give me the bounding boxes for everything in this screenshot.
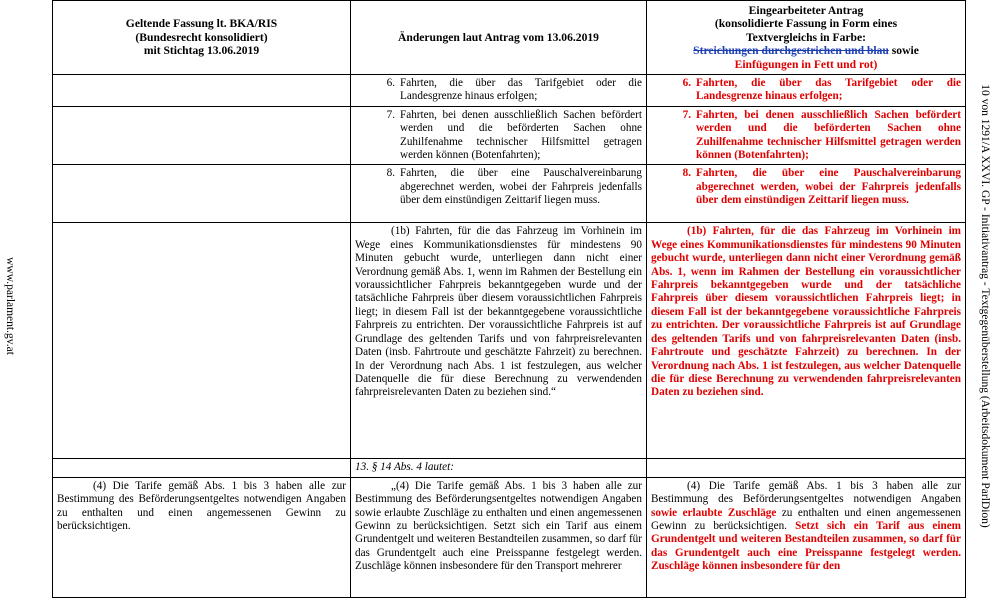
header-col1-line1: Geltende Fassung lt. BKA/RIS (125, 17, 278, 31)
item-6-text-red: Fahrten, die über das Tarifgebiet oder die Landesgrenze hinaus erfolgen; (696, 77, 961, 103)
item-row-8 (53, 165, 966, 223)
header-col3-line2: (konsolidierte Fassung in Form eines (714, 17, 898, 31)
para-4-current-text: (4) Die Tarife gemäß Abs. 1 bis 3 haben alle zur Bestimmung des Beförderungsentgeltes notwendigen Angaben zu enthalten und einen angemessenen Gewinn zu berücksichtigen. (57, 479, 346, 533)
item-8-num: 8. (386, 167, 395, 180)
item-7-num: 7. (386, 108, 395, 121)
header-consolidated (647, 1, 966, 75)
para-1b-text-red: (1b) Fahrten, für die das Fahrzeug im Vorhinein im Wege eines Kommunikationsdienstes für mindestens 90 Minuten gebucht wurde, unterliegen dann nicht einer Verordnung gemäß Abs. 1, wenn im Rahmen der Bestellung ein voraussichtlicher Fahrpreis bekanntgegeben wurde und der tatsächliche Fahrpreis über diesem voraussichtlichen Fahrpreis liegt; in diesem Fall ist der bekanntgegebene voraussichtliche Fahrpreis zu entrichten. Der voraussichtliche Fahrpreis ist auf Grundlage des geltenden Tarifs und von fahrpreisrelevanten Daten (insb. Fahrtroute und geschätzte Fahrzeit) zu berechnen. In der Verordnung nach Abs. 1 ist festzulegen, aus welcher Datenquelle die für diese Berechnung zu verwendenden fahrpreisrelevanten Daten zu beziehen sind. (651, 225, 961, 399)
para-1b-changes (351, 223, 647, 459)
para-4-c3-c: zu enthalten und einen angemessenen Gewinn zu berücksichtigen. (651, 506, 961, 533)
legend-sowie: sowie (888, 44, 919, 58)
header-col1-line3: mit Stichtag 13.06.2019 (143, 44, 260, 58)
para-4-current (53, 477, 351, 597)
item-7-text-red: Fahrten, bei denen ausschließlich Sachen befördert werden und die beförderten Sachen ohne Zuhilfenahme technischer Hilfsmittel getragen werden können (Botenfahrten); (696, 108, 961, 162)
item-8-text: Fahrten, die über eine Pauschalvereinbarung abgerechnet werden, wobei der Fahrpreis jedenfalls über dem einstündigen Zeittarif liegen muss. (400, 167, 642, 207)
item-8-consolidated (647, 165, 966, 223)
header-col1-line2: (Bundesrecht konsolidiert) (135, 30, 268, 44)
item-6-consolidated (647, 75, 966, 107)
para-1b-row (53, 223, 966, 459)
item-7-changes (351, 106, 647, 165)
item-6-text: Fahrten, die über das Tarifgebiet oder die Landesgrenze hinaus erfolgen; (400, 77, 642, 103)
legend-strike: Streichungen durchgestrichen und blau (693, 44, 889, 58)
item-7-text: Fahrten, bei denen ausschließlich Sachen befördert werden und die beförderten Sachen ohne Zuhilfenahme technischer Hilfsmittel getragen werden können (Botenfahrten); (400, 108, 642, 162)
para-4-changes (351, 477, 647, 597)
header-col3-line3: Textvergleichs in Farbe: (746, 30, 866, 44)
para-1b-text: (1b) Fahrten, für die das Fahrzeug im Vorhinein im Wege eines Kommunikationsdienstes für mindestens 90 Minuten gebucht wurde, unterliegen dann nicht einer Verordnung gemäß Abs. 1, wenn im Rahmen der Bestellung ein voraussichtlicher Fahrpreis bekanntgegeben wurde und der tatsächliche Fahrpreis über diesem voraussichtlichen Fahrpreis liegt; in diesem Fall ist der bekanntgegebene voraussichtliche Fahrpreis zu entrichten. Der voraussichtliche Fahrpreis ist auf Grundlage des geltenden Tarifs und von fahrpreisrelevanten Daten (insb. Fahrtroute und geschätzte Fahrzeit) zu berechnen. In der Verordnung nach Abs. 1 ist festzulegen, aus welcher Datenquelle die für diese Berechnung zu verwendenden fahrpreisrelevanten Daten zu beziehen sind.“ (355, 225, 642, 399)
section-note-row (53, 459, 966, 477)
para-1b-consolidated (647, 223, 966, 459)
comparison-table (52, 0, 966, 598)
legend-insert: Einfügungen in Fett und rot) (734, 57, 878, 71)
item-row-6 (53, 75, 966, 107)
header-changes: Änderungen laut Antrag vom 13.06.2019 (351, 1, 647, 75)
side-url: www.parlament.gv.at (4, 257, 16, 355)
item-6-num-red: 6. (682, 77, 691, 89)
item-6-changes (351, 75, 647, 107)
header-col3-line1: Eingearbeiteter Antrag (748, 3, 864, 17)
header-current-version (53, 1, 351, 75)
item-7-num-red: 7. (682, 108, 691, 121)
item-7-consolidated (647, 106, 966, 165)
item-row-7 (53, 106, 966, 165)
item-8-num-red: 8. (682, 167, 691, 180)
para-4-row (53, 477, 966, 597)
side-footer: 10 von 1291/A XXVI. GP - Initiativantrag - Textgegenüberstellung (Arbeitsdokument ParlDion) (979, 84, 991, 528)
item-8-changes (351, 165, 647, 223)
para-4-c3-a: (4) Die Tarife gemäß Abs. 1 bis 3 haben alle zur Bestimmung des Beförderungsentgeltes notwendigen Angaben (651, 479, 961, 506)
para-4-c3-insert-1: sowie erlaubte Zuschläge (651, 506, 777, 519)
item-6-num: 6. (386, 77, 395, 89)
header-row (53, 1, 966, 75)
item-8-text-red: Fahrten, die über eine Pauschalvereinbarung abgerechnet werden, wobei der Fahrpreis jedenfalls über dem einstündigen Zeittarif liegen muss. (696, 167, 961, 207)
para-4-consolidated (647, 477, 966, 597)
para-4-changes-text: „(4) Die Tarife gemäß Abs. 1 bis 3 haben alle zur Bestimmung des Beförderungsentgeltes notwendigen Angaben sowie erlaubte Zuschläge zu enthalten und einen angemessenen Gewinn zu berücksichtigen. Setzt sich ein Tarif aus einem Grundentgelt und weiteren Bestandteilen zusammen, so darf für das Grundentgelt auch eine Preisspanne festgelegt werden. Zuschläge können insbesondere für den Transport mehrerer (355, 479, 642, 573)
section-note: 13. § 14 Abs. 4 lautet: (351, 459, 647, 477)
para-4-c3-insert-2: Setzt sich ein Tarif aus einem Grundentgelt und weiteren Bestandteilen zusammen, so darf für das Grundentgelt auch eine Preisspanne festgelegt werden. Zuschläge können insbesondere für den (651, 520, 961, 573)
